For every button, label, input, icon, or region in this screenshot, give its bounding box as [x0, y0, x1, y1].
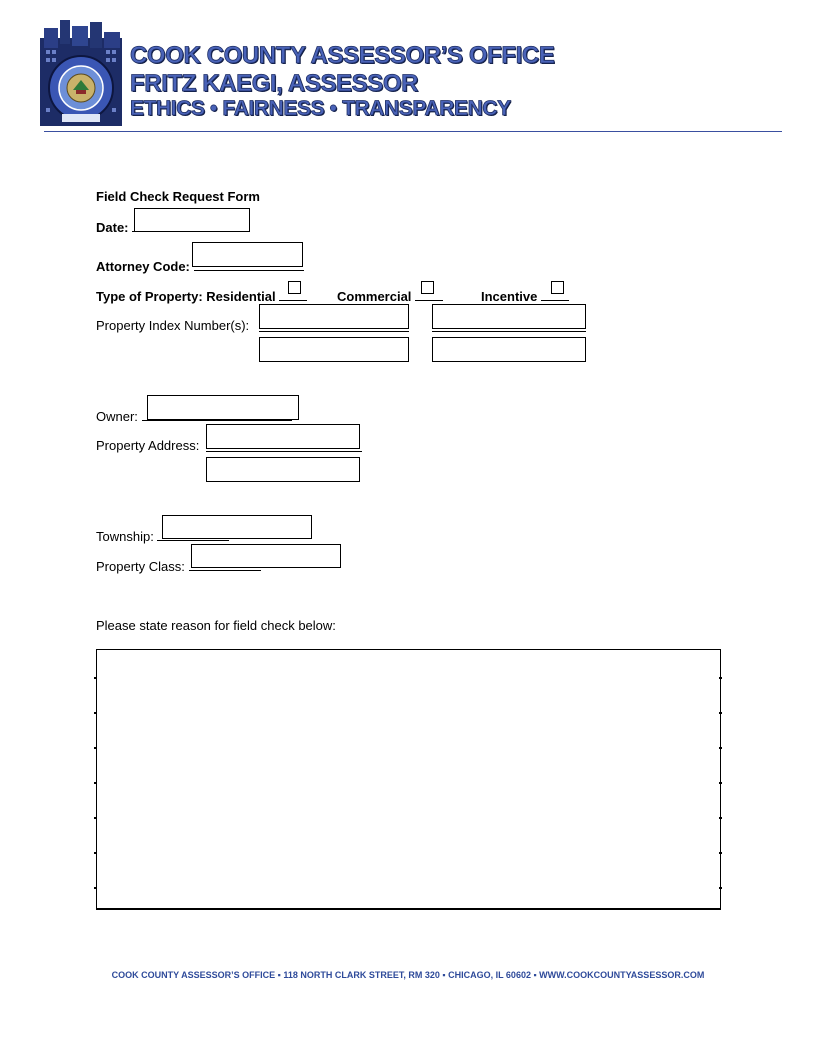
residential-checkbox[interactable] [288, 281, 301, 294]
pin-input-4[interactable] [432, 337, 586, 362]
line-tick [94, 817, 97, 819]
line-tick [94, 887, 97, 889]
pin-underline-1 [259, 331, 409, 332]
reason-label: Please state reason for field check below: [96, 618, 336, 633]
date-label-text: Date: [96, 220, 129, 235]
line-tick [719, 712, 722, 714]
date-input[interactable] [134, 208, 250, 232]
pin-underline-2 [432, 331, 586, 332]
township-label-text: Township: [96, 529, 154, 544]
commercial-label: Commercial [337, 289, 412, 304]
pin-input-2[interactable] [432, 304, 586, 329]
line-tick [719, 852, 722, 854]
incentive-checkbox[interactable] [551, 281, 564, 294]
reason-textarea[interactable] [96, 649, 721, 910]
property-type-row [96, 288, 307, 305]
pin-label: Property Index Number(s): [96, 318, 250, 333]
office-name: COOK COUNTY ASSESSOR’S OFFICE [130, 42, 555, 69]
line-tick [94, 852, 97, 854]
attorney-label-text: Attorney Code: [96, 259, 190, 274]
line-tick [94, 747, 97, 749]
property-class-input[interactable] [191, 544, 341, 568]
commercial-checkbox[interactable] [421, 281, 434, 294]
address-underline [206, 451, 362, 452]
owner-label-text: Owner: [96, 409, 138, 424]
line-tick [719, 782, 722, 784]
line-tick [94, 712, 97, 714]
assessor-logo [40, 18, 122, 126]
line-tick [719, 677, 722, 679]
footer-address: COOK COUNTY ASSESSOR’S OFFICE ▪ 118 NORTH CLARK STREET, RM 320 ▪ CHICAGO, IL 60602 ▪ WWW.COOKCOUNTYASSESSOR.COM [111, 970, 705, 980]
address-input-2[interactable] [206, 457, 360, 482]
attorney-code-input[interactable] [192, 242, 303, 267]
motto: ETHICS • FAIRNESS • TRANSPARENCY [130, 97, 511, 120]
pin-input-3[interactable] [259, 337, 409, 362]
header-divider [44, 131, 782, 132]
line-tick [719, 747, 722, 749]
line-tick [719, 817, 722, 819]
owner-input[interactable] [147, 395, 299, 420]
class-label-text: Property Class: [96, 559, 185, 574]
line-tick [94, 677, 97, 679]
township-input[interactable] [162, 515, 312, 539]
property-type-label: Type of Property: Residential [96, 289, 276, 304]
line-tick [719, 887, 722, 889]
address-input-1[interactable] [206, 424, 360, 449]
line-tick [94, 782, 97, 784]
assessor-name: FRITZ KAEGI, ASSESSOR [130, 70, 419, 97]
address-label: Property Address: [96, 438, 200, 453]
incentive-label: Incentive [481, 289, 538, 304]
pin-input-1[interactable] [259, 304, 409, 329]
form-title: Field Check Request Form [96, 189, 260, 204]
